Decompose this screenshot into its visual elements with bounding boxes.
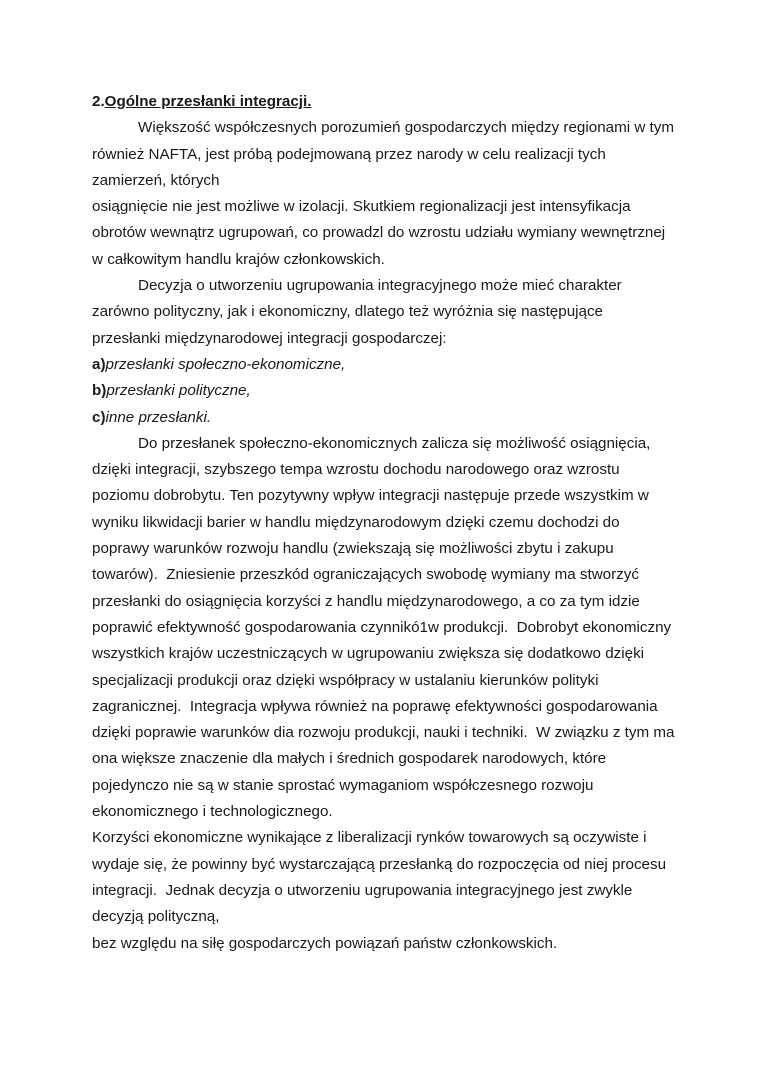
list-item-label: c): [92, 408, 106, 426]
document-body: [92, 89, 692, 957]
text-line: poprawić efektywność gospodarowania czynnikó1w produkcji. Dobrobyt ekonomiczny: [92, 618, 672, 636]
text-line: Większość współczesnych porozumień gospodarczych między regionami w tym: [138, 119, 674, 137]
text-line: zarówno polityczny, jak i ekonomiczny, dlatego też wyróżnia się następujące: [92, 303, 604, 321]
text-line: osiągnięcie nie jest możliwe w izolacji. Skutkiem regionalizacji jest intensyfikacja: [92, 198, 631, 216]
list-item: [92, 352, 692, 378]
text-line: dzięki poprawie warunków dia rozwoju produkcji, nauki i techniki. W związku z tym ma: [92, 724, 675, 742]
text-line: towarów). Zniesienie przeszkód ograniczających swobodę wymiany ma stworzyć: [92, 566, 639, 584]
text-line: przesłanki do osiągnięcia korzyści z handlu międzynarodowego, a co za tym idzie: [92, 592, 640, 610]
text-line: Korzyści ekonomiczne wynikające z liberalizacji rynków towarowych są oczywiste i: [92, 829, 647, 847]
list-item-text: przesłanki społeczno-ekonomiczne,: [105, 355, 346, 373]
text-line: ekonomicznego i technologicznego.: [92, 803, 333, 821]
text-line: ona większe znaczenie dla małych i średnich gospodarek narodowych, które: [92, 750, 607, 768]
text-line: Decyzja o utworzeniu ugrupowania integracyjnego może mieć charakter: [138, 277, 622, 295]
section-heading: [92, 89, 692, 115]
text-line: specjalizacji produkcji oraz dzięki współpracy w ustalaniu kierunków polityki: [92, 671, 599, 689]
heading-title: Ogólne przesłanki integracji.: [104, 93, 312, 110]
text-line: integracji. Jednak decyzja o utworzeniu ugrupowania integracyjnego jest zwykle: [92, 881, 633, 899]
heading-number: 2.: [92, 93, 105, 110]
text-line: w całkowitym handlu krajów członkowskich.: [92, 250, 385, 268]
text-line: również NAFTA, jest próbą podejmowaną przez narody w celu realizacji tych: [92, 145, 606, 163]
text-line: wyniku likwidacji barier w handlu międzynarodowym dzięki czemu dochodzi do: [92, 513, 620, 531]
list-item-text: inne przesłanki.: [105, 408, 212, 426]
text-line: pojedynczo nie są w stanie sprostać wymaganiom współczesnego rozwoju: [92, 776, 594, 794]
text-line: dzięki integracji, szybszego tempa wzrostu dochodu narodowego oraz wzrostu: [92, 461, 620, 479]
text-line: zagranicznej. Integracja wpływa również na poprawę efektywności gospodarowania: [92, 697, 658, 715]
text-line: przesłanki międzynarodowej integracji gospodarczej:: [92, 329, 447, 347]
text-line: wydaje się, że powinny być wystarczającą przesłanką do rozpoczęcia od niej procesu: [92, 855, 667, 873]
text-line: wszystkich krajów uczestniczących w ugrupowaniu zwiększa się dodatkowo dzięki: [92, 645, 645, 663]
list-item-label: a): [92, 355, 106, 373]
list-item: [92, 405, 692, 431]
list-item-text: przesłanki polityczne,: [106, 382, 251, 400]
text-line: poprawy warunków rozwoju handlu (zwiekszają się możliwości zbytu i zakupu: [92, 540, 614, 558]
text-line: zamierzeń, których: [92, 171, 220, 189]
list-item: [92, 378, 692, 404]
text-line: Do przesłanek społeczno-ekonomicznych zalicza się możliwość osiągnięcia,: [138, 434, 651, 452]
list-item-label: b): [92, 382, 107, 400]
text-line: poziomu dobrobytu. Ten pozytywny wpływ integracji następuje przede wszystkim w: [92, 487, 649, 505]
text-line: decyzją polityczną,: [92, 908, 220, 926]
text-line: bez względu na siłę gospodarczych powiązań państw członkowskich.: [92, 934, 558, 952]
text-line: obrotów wewnątrz ugrupowań, co prowadzl do wzrostu udziału wymiany wewnętrznej: [92, 224, 666, 242]
